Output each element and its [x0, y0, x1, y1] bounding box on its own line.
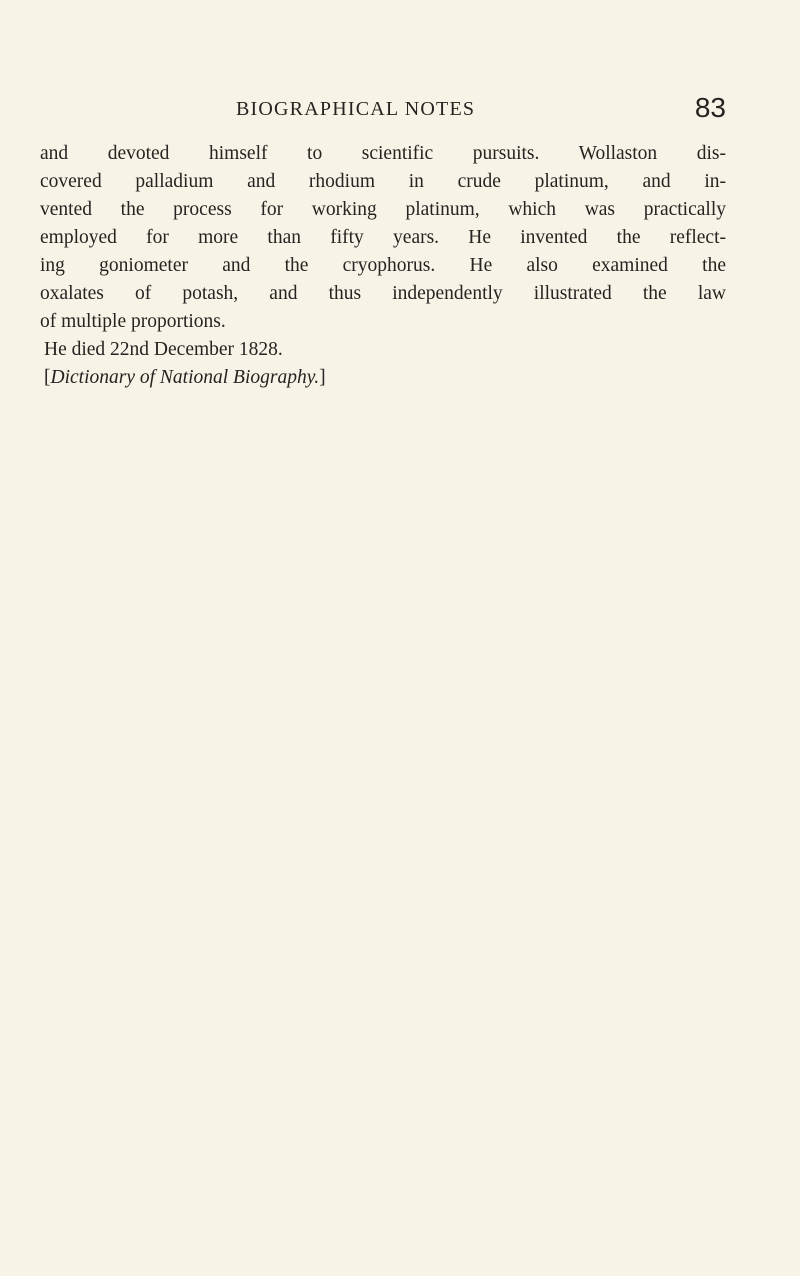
running-title: BIOGRAPHICAL NOTES [236, 98, 476, 120]
citation-title: Dictionary of National Biography. [50, 367, 320, 388]
text-line: oxalates of potash, and thus independently illustrated the law [40, 283, 726, 304]
citation-open-bracket: [ [44, 367, 51, 388]
body-text [40, 140, 726, 392]
citation-close-bracket: ] [319, 367, 326, 388]
text-line: and devoted himself to scientific pursuits. Wollaston dis- [40, 143, 726, 164]
text-line: of multiple proportions. [40, 311, 226, 332]
page-number: 83 [694, 92, 726, 123]
text-line: employed for more than fifty years. He invented the reflect- [40, 227, 726, 248]
text-line: ing goniometer and the cryophorus. He also examined the [40, 255, 726, 276]
running-head [40, 92, 726, 126]
text-line: He died 22nd December 1828. [44, 339, 283, 360]
text-line: vented the process for working platinum, which was practically [40, 199, 726, 220]
citation [40, 364, 726, 392]
paragraph-wollaston-work [40, 140, 726, 336]
text-line: covered palladium and rhodium in crude platinum, and in- [40, 171, 726, 192]
paragraph-death [40, 336, 726, 364]
